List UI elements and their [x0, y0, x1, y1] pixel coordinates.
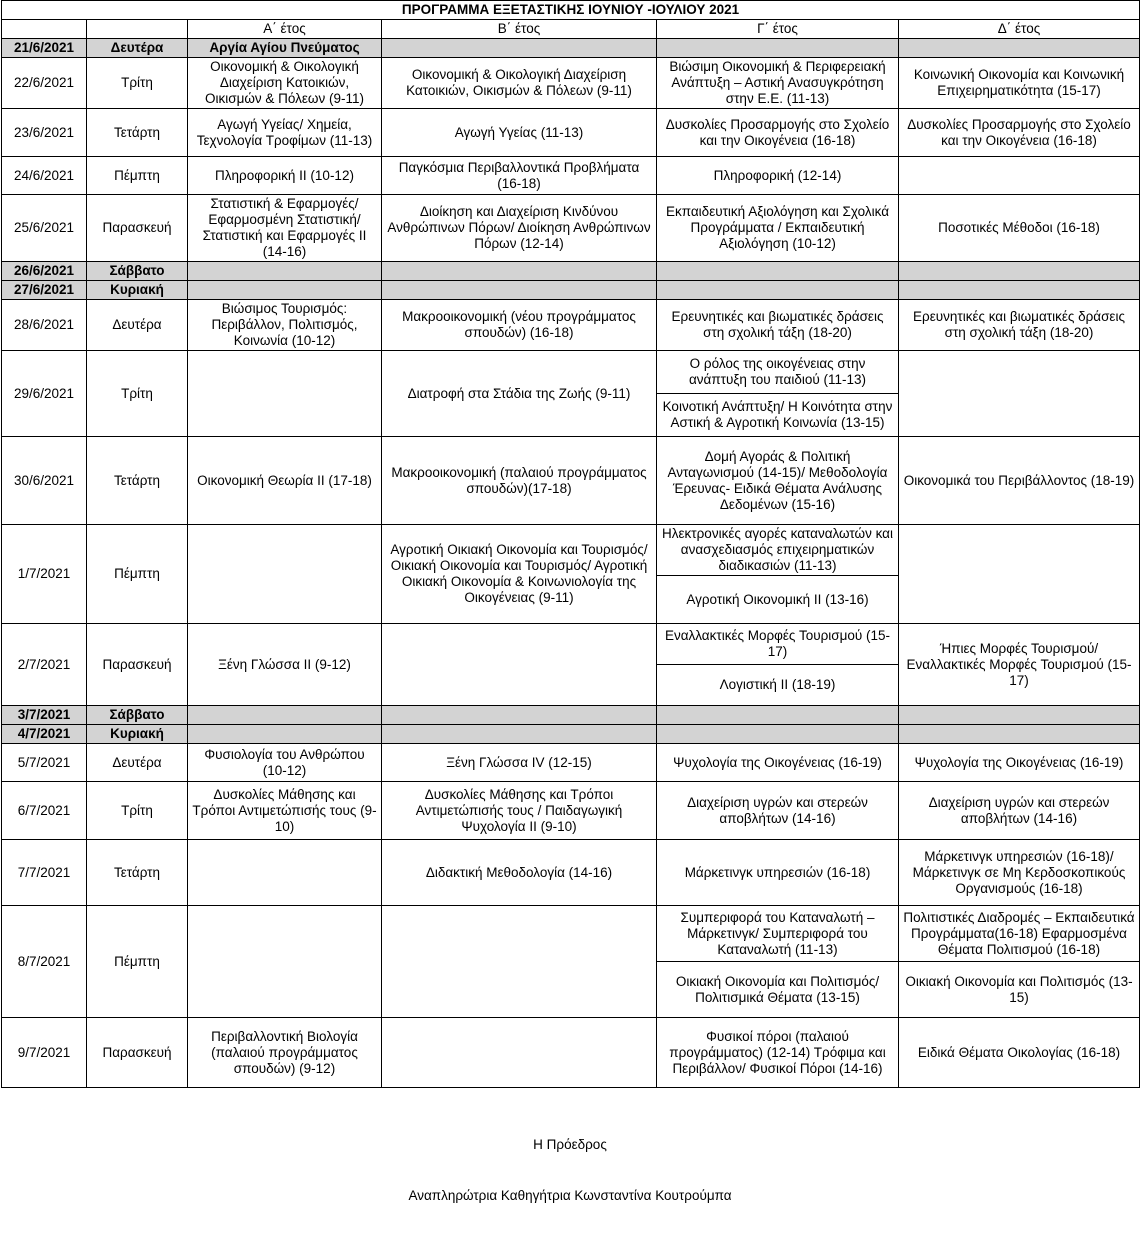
course-cell: Περιβαλλοντική Βιολογία (παλαιού προγράμματος σπουδών) (9-12): [188, 1018, 382, 1088]
course-cell: [657, 281, 899, 300]
course-cell: Δυσκολίες Προσαρμογής στο Σχολείο και την Οικογένεια (16-18): [657, 109, 899, 157]
table-row: [2, 725, 1140, 744]
course-cell: Ηλεκτρονικές αγορές καταναλωτών και ανασχεδιασμός επιχειρηματικών διαδικασιών (11-13): [657, 525, 899, 576]
row-date: 3/7/2021: [2, 706, 87, 725]
course-cell: [657, 725, 899, 744]
signatory-name: Αναπληρώτρια Καθηγήτρια Κωνσταντίνα Κουτρούμπα: [408, 1188, 732, 1203]
course-cell: Πληροφορική ΙΙ (10-12): [188, 157, 382, 195]
course-cell: Οικονομική & Οικολογική Διαχείριση Κατοικιών, Οικισμών & Πόλεων (9-11): [188, 58, 382, 109]
course-cell: Πληροφορική (12-14): [657, 157, 899, 195]
course-cell: [899, 157, 1140, 195]
course-cell: [899, 725, 1140, 744]
course-cell: Ειδικά Θέματα Οικολογίας (16-18): [899, 1018, 1140, 1088]
course-cell: Πολιτιστικές Διαδρομές – Εκπαιδευτικά Προγράμματα(16-18) Εφαρμοσμένα Θέματα Πολιτισμού (16-18): [899, 906, 1140, 962]
course-cell: Εκπαιδευτική Αξιολόγηση και Σχολικά Προγράμματα / Εκπαιδευτική Αξιολόγηση (10-12): [657, 195, 899, 262]
course-cell: Βιώσιμη Οικονομική & Περιφερειακή Ανάπτυξη – Αστική Ανασυγκρότηση στην Ε.Ε. (11-13): [657, 58, 899, 109]
table-row: [2, 39, 1140, 58]
course-cell: Μακροοικονομική (νέου προγράμματος σπουδών) (16-18): [382, 300, 657, 351]
course-cell: Ποσοτικές Μέθοδοι (16-18): [899, 195, 1140, 262]
course-cell: Λογιστική ΙΙ (18-19): [657, 665, 899, 706]
course-cell: [188, 725, 382, 744]
course-cell: Ερευνητικές και βιωματικές δράσεις στη σχολική τάξη (18-20): [657, 300, 899, 351]
row-day: Πέμπτη: [87, 157, 188, 195]
course-cell: Δυσκολίες Προσαρμογής στο Σχολείο και την Οικογένεια (16-18): [899, 109, 1140, 157]
row-day: Δευτέρα: [87, 39, 188, 58]
course-cell: Κοινοτική Ανάπτυξη/ Η Κοινότητα στην Αστική & Αγροτική Κοινωνία (13-15): [657, 394, 899, 437]
row-date: 4/7/2021: [2, 725, 87, 744]
row-date: 29/6/2021: [2, 351, 87, 437]
row-day: Τετάρτη: [87, 109, 188, 157]
course-cell: [188, 840, 382, 906]
row-day: Σάββατο: [87, 706, 188, 725]
row-date: 28/6/2021: [2, 300, 87, 351]
row-date: 8/7/2021: [2, 906, 87, 1018]
course-cell: Διαχείριση υγρών και στερεών αποβλήτων (14-16): [899, 782, 1140, 840]
header-year-1: Α΄ έτος: [188, 20, 382, 39]
row-date: 30/6/2021: [2, 437, 87, 525]
table-row: [2, 706, 1140, 725]
course-cell: Διαχείριση υγρών και στερεών αποβλήτων (14-16): [657, 782, 899, 840]
table-row: [2, 437, 1140, 525]
course-cell: Συμπεριφορά του Καταναλωτή – Μάρκετινγκ/ Συμπεριφορά του Καταναλωτή (11-13): [657, 906, 899, 962]
row-day: Παρασκευή: [87, 1018, 188, 1088]
course-cell: Στατιστική & Εφαρμογές/ Εφαρμοσμένη Στατιστική/ Στατιστική και Εφαρμογές ΙΙ (14-16): [188, 195, 382, 262]
course-cell: Διδακτική Μεθοδολογία (14-16): [382, 840, 657, 906]
course-cell: Παγκόσμια Περιβαλλοντικά Προβλήματα (16-18): [382, 157, 657, 195]
course-cell: Μάρκετινγκ υπηρεσιών (16-18)/ Μάρκετινγκ σε Μη Κερδοσκοπικούς Οργανισμούς (16-18): [899, 840, 1140, 906]
row-day: Δευτέρα: [87, 300, 188, 351]
course-cell: Οικιακή Οικονομία και Πολιτισμός (13-15): [899, 962, 1140, 1018]
course-cell: [657, 262, 899, 281]
course-cell: Οικονομική & Οικολογική Διαχείριση Κατοικιών, Οικισμών & Πόλεων (9-11): [382, 58, 657, 109]
course-cell: Φυσιολογία του Ανθρώπου (10-12): [188, 744, 382, 782]
row-day: Πέμπτη: [87, 906, 188, 1018]
course-cell: Αγροτική Οικιακή Οικονομία και Τουρισμός/ Οικιακή Οικονομία και Τουρισμός/ Αγροτική Οικιακή Οικονομία & Κοινωνιολογία της Οικογένειας (9-11): [382, 525, 657, 624]
course-cell: [382, 39, 657, 58]
header-year-3: Γ΄ έτος: [657, 20, 899, 39]
table-row: [2, 300, 1140, 351]
course-cell: Ξένη Γλώσσα IV (12-15): [382, 744, 657, 782]
row-date: 22/6/2021: [2, 58, 87, 109]
course-cell: Αγωγή Υγείας/ Χημεία, Τεχνολογία Τροφίμων (11-13): [188, 109, 382, 157]
course-cell: [188, 262, 382, 281]
header-year-2: Β΄ έτος: [382, 20, 657, 39]
row-date: 25/6/2021: [2, 195, 87, 262]
course-cell: Μακροοικονομική (παλαιού προγράμματος σπουδών)(17-18): [382, 437, 657, 525]
course-cell: [188, 351, 382, 437]
signatory-title: Η Πρόεδρος: [533, 1137, 607, 1152]
table-row: [2, 525, 1140, 576]
course-cell: [899, 281, 1140, 300]
row-date: 23/6/2021: [2, 109, 87, 157]
course-cell: [382, 281, 657, 300]
course-cell: [382, 706, 657, 725]
course-cell: Κοινωνική Οικονομία και Κοινωνική Επιχειρηματικότητα (15-17): [899, 58, 1140, 109]
header-row: [2, 20, 1140, 39]
row-day: Τρίτη: [87, 351, 188, 437]
course-cell: [382, 725, 657, 744]
row-date: 26/6/2021: [2, 262, 87, 281]
course-cell: Οικιακή Οικονομία και Πολιτισμός/ Πολιτισμικά Θέματα (13-15): [657, 962, 899, 1018]
row-day: Τρίτη: [87, 58, 188, 109]
row-date: 2/7/2021: [2, 624, 87, 706]
title-row: [2, 1, 1140, 20]
row-date: 7/7/2021: [2, 840, 87, 906]
course-cell: Εναλλακτικές Μορφές Τουρισμού (15-17): [657, 624, 899, 665]
course-cell: [899, 351, 1140, 437]
row-date: 9/7/2021: [2, 1018, 87, 1088]
course-cell: [382, 906, 657, 1018]
row-date: 27/6/2021: [2, 281, 87, 300]
course-cell: [899, 39, 1140, 58]
course-cell: Αργία Αγίου Πνεύματος: [188, 39, 382, 58]
course-cell: [188, 906, 382, 1018]
row-date: 24/6/2021: [2, 157, 87, 195]
row-date: 1/7/2021: [2, 525, 87, 624]
course-cell: [382, 1018, 657, 1088]
row-day: Πέμπτη: [87, 525, 188, 624]
row-day: Τρίτη: [87, 782, 188, 840]
table-row: [2, 744, 1140, 782]
course-cell: Ψυχολογία της Οικογένειας (16-19): [657, 744, 899, 782]
course-cell: [188, 706, 382, 725]
course-cell: [657, 39, 899, 58]
row-day: Σάββατο: [87, 262, 188, 281]
course-cell: Δομή Αγοράς & Πολιτική Ανταγωνισμού (14-15)/ Μεθοδολογία Έρευνας- Ειδικά Θέματα Ανάλυσης Δεδομένων (15-16): [657, 437, 899, 525]
row-day: Δευτέρα: [87, 744, 188, 782]
course-cell: [382, 262, 657, 281]
row-day: Παρασκευή: [87, 195, 188, 262]
table-row: [2, 262, 1140, 281]
row-date: 6/7/2021: [2, 782, 87, 840]
course-cell: Οικονομικά του Περιβάλλοντος (18-19): [899, 437, 1140, 525]
course-cell: [899, 525, 1140, 624]
course-cell: Φυσικοί πόροι (παλαιού προγράμματος) (12-14) Τρόφιμα και Περιβάλλον/ Φυσικοί Πόροι (14-16): [657, 1018, 899, 1088]
row-date: 21/6/2021: [2, 39, 87, 58]
row-day: Παρασκευή: [87, 624, 188, 706]
course-cell: Βιώσιμος Τουρισμός: Περιβάλλον, Πολιτισμός, Κοινωνία (10-12): [188, 300, 382, 351]
row-date: 5/7/2021: [2, 744, 87, 782]
course-cell: Διοίκηση και Διαχείριση Κινδύνου Ανθρώπινων Πόρων/ Διοίκηση Ανθρώπινων Πόρων (12-14): [382, 195, 657, 262]
exam-schedule-table: [1, 0, 1140, 1088]
course-cell: Ήπιες Μορφές Τουρισμού/Εναλλακτικές Μορφές Τουρισμού (15-17): [899, 624, 1140, 706]
table-row: [2, 58, 1140, 109]
table-row: [2, 109, 1140, 157]
course-cell: Ψυχολογία της Οικογένειας (16-19): [899, 744, 1140, 782]
course-cell: Διατροφή στα Στάδια της Ζωής (9-11): [382, 351, 657, 437]
course-cell: Οικονομική Θεωρία ΙΙ (17-18): [188, 437, 382, 525]
course-cell: [899, 706, 1140, 725]
table-row: [2, 351, 1140, 394]
row-day: Κυριακή: [87, 281, 188, 300]
course-cell: [382, 624, 657, 706]
course-cell: [657, 706, 899, 725]
table-row: [2, 157, 1140, 195]
row-day: Τετάρτη: [87, 840, 188, 906]
course-cell: Ερευνητικές και βιωματικές δράσεις στη σχολική τάξη (18-20): [899, 300, 1140, 351]
course-cell: Ο ρόλος της οικογένειας στην ανάπτυξη του παιδιού (11-13): [657, 351, 899, 394]
table-row: [2, 624, 1140, 665]
course-cell: Δυσκολίες Μάθησης και Τρόποι Αντιμετώπισής τους / Παιδαγωγική Ψυχολογία ΙΙ (9-10): [382, 782, 657, 840]
row-day: Κυριακή: [87, 725, 188, 744]
document-title: ΠΡΟΓΡΑΜΜΑ ΕΞΕΤΑΣΤΙΚΗΣ ΙΟΥΝΙΟΥ -ΙΟΥΛΙΟΥ 2021: [2, 1, 1140, 20]
table-row: [2, 906, 1140, 962]
table-row: [2, 840, 1140, 906]
course-cell: [188, 281, 382, 300]
table-row: [2, 281, 1140, 300]
table-row: [2, 1018, 1140, 1088]
table-row: [2, 195, 1140, 262]
header-year-4: Δ΄ έτος: [899, 20, 1140, 39]
row-day: Τετάρτη: [87, 437, 188, 525]
course-cell: Αγωγή Υγείας (11-13): [382, 109, 657, 157]
course-cell: Δυσκολίες Μάθησης και Τρόποι Αντιμετώπισής τους (9-10): [188, 782, 382, 840]
course-cell: [188, 525, 382, 624]
course-cell: Μάρκετινγκ υπηρεσιών (16-18): [657, 840, 899, 906]
header-date: [2, 20, 87, 39]
course-cell: [899, 262, 1140, 281]
table-row: [2, 782, 1140, 840]
course-cell: Αγροτική Οικονομική ΙΙ (13-16): [657, 576, 899, 624]
header-day: [87, 20, 188, 39]
course-cell: Ξένη Γλώσσα ΙΙ (9-12): [188, 624, 382, 706]
